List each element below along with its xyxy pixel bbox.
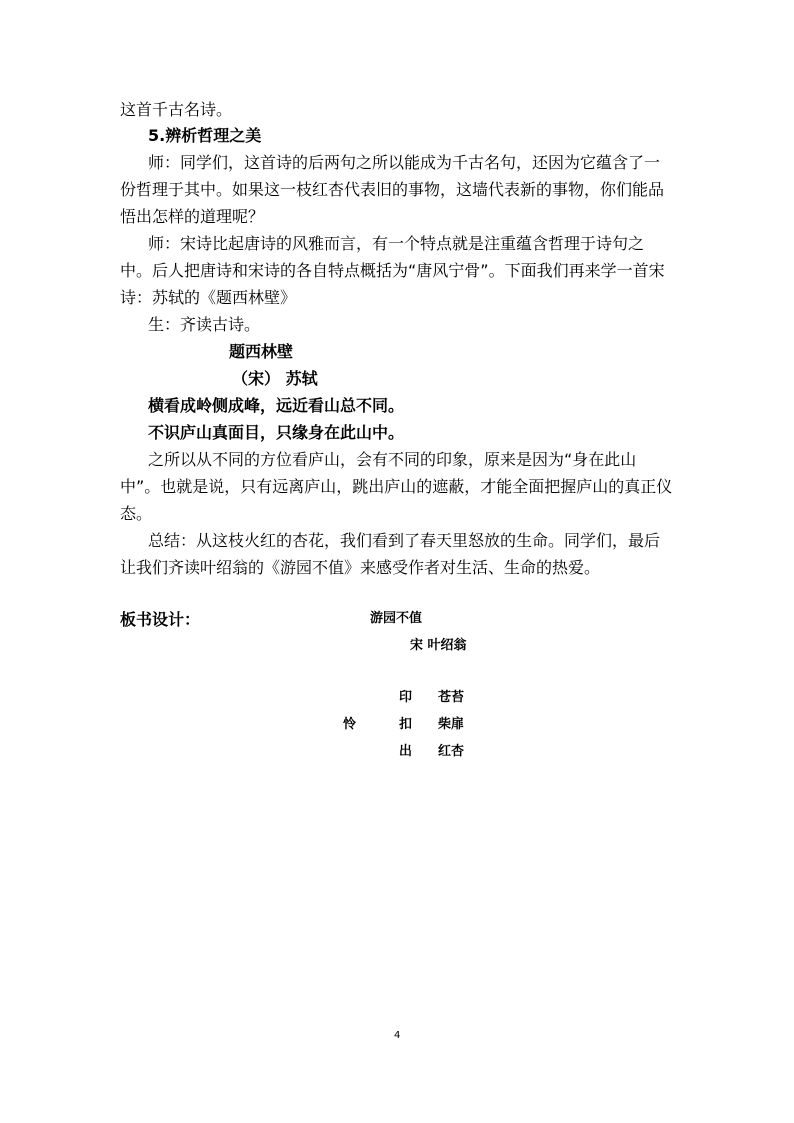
explanation-line-1: 之所以从不同的方位看庐山，会有不同的印象，原来是因为“身在此山 bbox=[148, 450, 637, 469]
poem-line-2: 不识庐山真面目，只缘身在此山中。 bbox=[148, 423, 405, 442]
board-object-3: 红杏 bbox=[438, 744, 465, 759]
line-p0: 这首千古名诗。 bbox=[120, 100, 233, 119]
board-left-char: 怜 bbox=[343, 717, 357, 732]
teacher-paragraph-2-line-1: 师：宋诗比起唐诗的风雅而言，有一个特点就是注重蕴含哲理于诗句之 bbox=[148, 234, 645, 253]
teacher-paragraph-1-line-1: 师：同学们，这首诗的后两句之所以能成为千古名句，还因为它蕴含了一 bbox=[148, 153, 661, 172]
board-author: 宋 叶绍翁 bbox=[410, 638, 467, 653]
student-line: 生：齐读古诗。 bbox=[148, 315, 261, 334]
teacher-paragraph-2-line-2: 中。后人把唐诗和宋诗的各自特点概括为“唐风宁骨”。下面我们再来学一首宋 bbox=[120, 261, 665, 280]
poem-author: （宋） 苏轼 bbox=[232, 369, 318, 388]
board-verb-1: 印 bbox=[399, 690, 413, 705]
board-title: 游园不值 bbox=[370, 611, 423, 626]
summary-line-2: 让我们齐读叶绍翁的《游园不值》来感受作者对生活、生命的热爱。 bbox=[120, 558, 601, 577]
teacher-paragraph-1-line-2: 份哲理于其中。如果这一枝红杏代表旧的事物，这墙代表新的事物，你们能品 bbox=[120, 180, 665, 199]
explanation-line-2: 中”。也就是说，只有远离庐山，跳出庐山的遮蔽，才能全面把握庐山的真正仪 bbox=[120, 477, 673, 496]
board-object-2: 柴扉 bbox=[438, 717, 465, 732]
explanation-line-3: 态。 bbox=[120, 504, 153, 523]
page-number: 4 bbox=[394, 1030, 401, 1041]
poem-title: 题西林壁 bbox=[229, 342, 294, 361]
summary-line-1: 总结：从这枝火红的杏花，我们看到了春天里怒放的生命。同学们，最后 bbox=[148, 531, 661, 550]
poem-line-1: 横看成岭侧成峰，远近看山总不同。 bbox=[148, 396, 405, 415]
board-object-1: 苍苔 bbox=[438, 690, 465, 705]
board-design-label: 板书设计： bbox=[120, 610, 201, 629]
board-verb-2: 扣 bbox=[399, 717, 413, 732]
board-verb-3: 出 bbox=[399, 744, 413, 759]
teacher-paragraph-2-line-3: 诗：苏轼的《题西林壁》 bbox=[120, 288, 297, 307]
teacher-paragraph-1-line-3: 悟出怎样的道理呢？ bbox=[120, 207, 265, 226]
section-heading-5: 5.辨析哲理之美 bbox=[148, 126, 262, 145]
